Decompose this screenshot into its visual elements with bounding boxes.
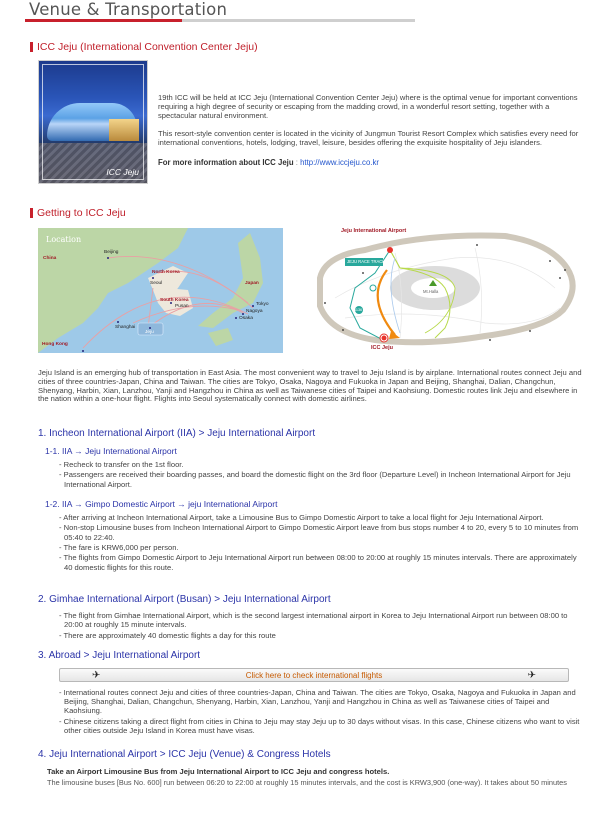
list-item: - There are approximately 40 domestic flights a day for this route <box>59 630 276 640</box>
route-4-summary: Take an Airport Limousine Bus from Jeju International Airport to ICC Jeju and congress hotels. <box>47 767 390 776</box>
venue-paragraph: 19th ICC will be held at ICC Jeju (International Convention Center Jeju) where is the optimal venue for important conventions requiring a high degree of security or escaping from the madding crowd, in a wonderful resort setting, together with a spectacular natural environment. <box>158 93 578 121</box>
airport-label: Jeju International Airport <box>341 228 407 234</box>
route-1-1-list <box>55 460 585 490</box>
more-info-line <box>158 158 588 167</box>
map-city-label: Beijing <box>104 250 119 255</box>
location-map-title: Location <box>46 235 82 244</box>
photo-caption: ICC Jeju <box>106 167 139 177</box>
icc-website-link[interactable]: http://www.iccjeju.co.kr <box>300 158 379 168</box>
section-marker <box>30 208 33 218</box>
getting-section-heading <box>30 207 126 219</box>
map-country-label: North Korea <box>152 270 180 275</box>
getting-heading-text: Getting to ICC Jeju <box>37 207 126 219</box>
venue-intro <box>158 93 588 167</box>
route-number-badge: 1136 <box>354 308 363 312</box>
page-title: Venue & Transportation <box>29 0 228 19</box>
jeju-island-map <box>305 228 590 353</box>
list-item: - Non-stop Limousine buses from Incheon International Airport to Gimpo Domestic Airport leave from bus stops number 4 to 20, every 5 to 10 minutes from 05:40 to 22:40. <box>59 523 579 542</box>
route-3-list <box>55 688 585 736</box>
list-item: - The flight from Gimhae International Airport, which is the second largest international airport in Korea to Jeju International Airport run between 08:00 to 20:00 at roughly 15 minute intervals. <box>59 611 568 630</box>
title-underline <box>182 19 415 22</box>
venue-heading-text: ICC Jeju (International Convention Center Jeju) <box>37 41 258 53</box>
venue-section-heading <box>30 41 258 53</box>
venue-map-label: ICC Jeju <box>371 345 394 351</box>
list-item: - The fare is KRW6,000 per person. <box>59 542 179 552</box>
map-city-label: Seoul <box>150 281 163 286</box>
route-1-1-heading: 1-1. IIA → Jeju International Airport <box>45 446 177 456</box>
map-city-label: Pusan <box>175 304 189 309</box>
map-country-label: South Korea <box>160 298 189 303</box>
more-info-separator: : <box>293 158 301 168</box>
map-city-label: Jeju <box>145 330 154 335</box>
list-item: - Passengers are received their boarding passes, and board the domestic flight on the 3rd floor (Departure Level) in Incheon International Airport for Jeju International Airport. <box>59 470 571 489</box>
list-item: - The flights from Gimpo Domestic Airport to Jeju International Airport run between 08:00 to 20:00 at roughly 15 minutes intervals. There are approximately 40 domestic flights for this route. <box>59 553 577 572</box>
list-item: - After arriving at Incheon International Airport, take a Limousine Bus to Gimpo Domestic Airport to take a local flight for Jeju International Airport. <box>59 513 544 522</box>
map-city-label: Tokyo <box>256 302 269 307</box>
route-1-2-list <box>55 513 585 573</box>
icc-jeju-photo <box>38 60 148 184</box>
venue-paragraph: This resort-style convention center is located in the vicinity of Jungmun Tourist Resort Complex which satisfies every need for international conventions, hotels, lodging, travel, leisure, besides offering the exquisite hospitality of Jeju islanders. <box>158 128 579 147</box>
route-1-heading: 1. Incheon International Airport (IIA) > Jeju International Airport <box>38 428 316 439</box>
flights-button-label: Click here to check international flights <box>245 670 383 680</box>
route-3-heading: 3. Abroad > Jeju International Airport <box>38 650 201 661</box>
map-land <box>38 228 283 353</box>
east-asia-location-map <box>38 228 283 353</box>
race-track-label: JEJU RACE TRACK <box>347 259 386 264</box>
photo-frame <box>42 64 144 180</box>
section-marker <box>30 42 33 52</box>
check-international-flights-button[interactable] <box>59 668 569 682</box>
more-info-label: For more information about ICC Jeju <box>158 158 294 168</box>
list-item: - Chinese citizens taking a direct flight from cities in China to Jeju may stay Jeju up to 30 days without visas. In this case, Chinese citizens who want to visit other cities outside Jeju Island in Korea must have visas. <box>59 716 580 735</box>
list-item: - Recheck to transfer on the 1st floor. <box>59 460 184 469</box>
route-4-heading: 4. Jeju International Airport > ICC Jeju (Venue) & Congress Hotels <box>38 749 331 760</box>
mountain-label: Mt.Halla <box>423 289 439 294</box>
map-city-label: Osaka <box>239 316 253 321</box>
route-2-list <box>55 611 585 641</box>
map-country-label: Japan <box>245 281 259 286</box>
map-city-label: Nagoya <box>246 309 263 314</box>
map-country-label: China <box>43 256 57 261</box>
list-item: - International routes connect Jeju and cities of three countries-Japan, China and Taiwan. The cities are Tokyo, Osaka, Nagoya and Fukuoka in Japan and Beijing, Shanghai, Dalian, Changchun, Shenyang, Harbin, Xian, Lanzhou, Yanji and Hangzhou in China as well as Taiwanese cities of Taipei and Kaohsiung. <box>59 688 576 716</box>
airplane-icon: ✈ <box>92 669 101 681</box>
route-2-heading: 2. Gimhae International Airport (Busan) > Jeju International Airport <box>38 594 331 605</box>
island-shape <box>305 228 590 353</box>
title-underline-accent <box>25 19 182 22</box>
route-4-detail: The limousine buses [Bus No. 600] run between 06:20 to 22:00 at roughly 15 minutes intervals, and the cost is KRW3,900 (one-way). It takes about 50 minutes <box>47 778 567 787</box>
route-1-2-heading: 1-2. IIA → Gimpo Domestic Airport → jeju International Airport <box>45 499 278 509</box>
map-city-label: Hong Kong <box>42 342 68 347</box>
transport-overview: Jeju Island is an emerging hub of transportation in East Asia. The most convenient way to travel to Jeju Island is by airplane. International routes connect Jeju and cities of three countries-Japan, China and Taiwan. The cities are Tokyo, Osaka, Nagoya and Fukuoka in Japan and Beijing, Shanghai, Dalian, Changchun, Shenyang, Harbin, Xian, Lanzhou, Yanji and Hangzhou in China as well as Taiwanese cities of Taipei and Kaohsiung. Domestic routes link Jeju and elsewhere in the nation within a one-hour flight. Flights into Seoul systematically connect with domestic airlines. <box>38 368 582 404</box>
map-city-label: Shanghai <box>115 325 136 330</box>
airplane-icon: ✈ <box>527 669 536 681</box>
